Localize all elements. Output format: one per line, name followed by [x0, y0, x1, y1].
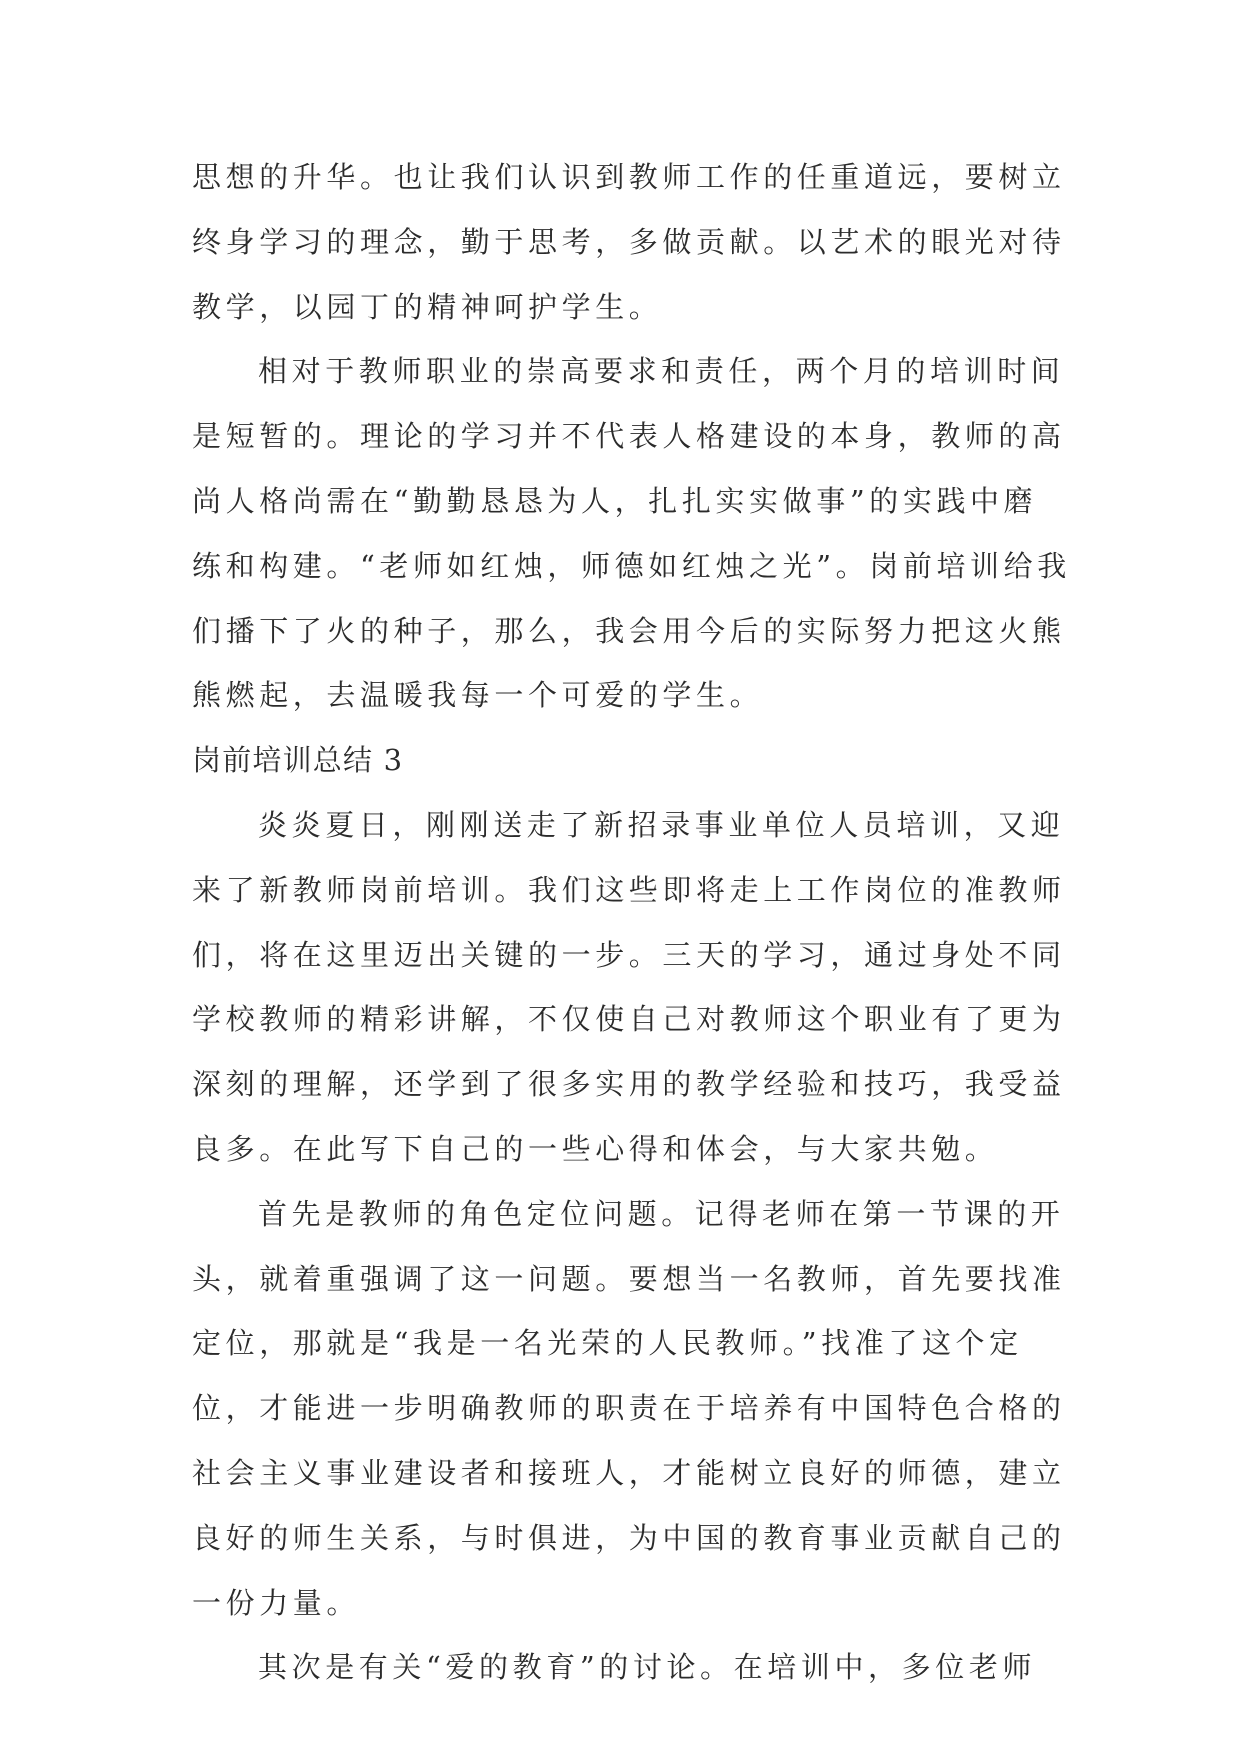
- paragraph-line: 尚人格尚需在“勤勤恳恳为人，扎扎实实做事”的实践中磨: [192, 483, 1038, 518]
- paragraph-line: 深刻的理解，还学到了很多实用的教学经验和技巧，我受益: [192, 1067, 1066, 1102]
- paragraph-line: 其次是有关“爱的教育”的讨论。在培训中，多位老师: [258, 1650, 1037, 1685]
- paragraph-line: 良多。在此写下自己的一些心得和体会，与大家共勉。: [192, 1131, 999, 1166]
- paragraph-line: 终身学习的理念，勤于思考，多做贡献。以艺术的眼光对待: [192, 224, 1066, 259]
- paragraph-line: 思想的升华。也让我们认识到教师工作的任重道远，要树立: [192, 160, 1066, 194]
- paragraph-line: 头，就着重强调了这一问题。要想当一名教师，首先要找准: [192, 1261, 1066, 1296]
- paragraph-line: 练和构建。“老师如红烛，师德如红烛之光”。岗前培训给我: [192, 548, 1071, 583]
- paragraph-line: 社会主义事业建设者和接班人，才能树立良好的师德，建立: [192, 1455, 1066, 1490]
- paragraph-line: 首先是教师的角色定位问题。记得老师在第一节课的开: [258, 1196, 1065, 1231]
- paragraph-line: 良好的师生关系，与时俱进，为中国的教育事业贡献自己的: [192, 1520, 1066, 1555]
- section-heading: 岗前培训总结 3: [192, 743, 404, 778]
- paragraph-line: 学校教师的精彩讲解，不仅使自己对教师这个职业有了更为: [192, 1002, 1066, 1037]
- document-body: [192, 157, 1071, 1712]
- paragraph-line: 教学，以园丁的精神呵护学生。: [192, 289, 663, 324]
- paragraph-line: 定位，那就是“我是一名光荣的人民教师。”找准了这个定: [192, 1326, 1023, 1361]
- paragraph-line: 位，才能进一步明确教师的职责在于培养有中国特色合格的: [192, 1391, 1066, 1426]
- paragraph-line: 们播下了火的种子，那么，我会用今后的实际努力把这火熊: [192, 613, 1066, 648]
- paragraph-line: 熊燃起，去温暖我每一个可爱的学生。: [192, 678, 764, 713]
- paragraph-line: 炎炎夏日，刚刚送走了新招录事业单位人员培训，又迎: [258, 807, 1065, 842]
- paragraph-line: 是短暂的。理论的学习并不代表人格建设的本身，教师的高: [192, 419, 1066, 454]
- paragraph-line: 来了新教师岗前培训。我们这些即将走上工作岗位的准教师: [192, 872, 1066, 907]
- paragraph-line: 们，将在这里迈出关键的一步。三天的学习，通过身处不同: [192, 937, 1066, 972]
- paragraph-line: 一份力量。: [192, 1585, 361, 1620]
- paragraph-line: 相对于教师职业的崇高要求和责任，两个月的培训时间: [258, 354, 1065, 389]
